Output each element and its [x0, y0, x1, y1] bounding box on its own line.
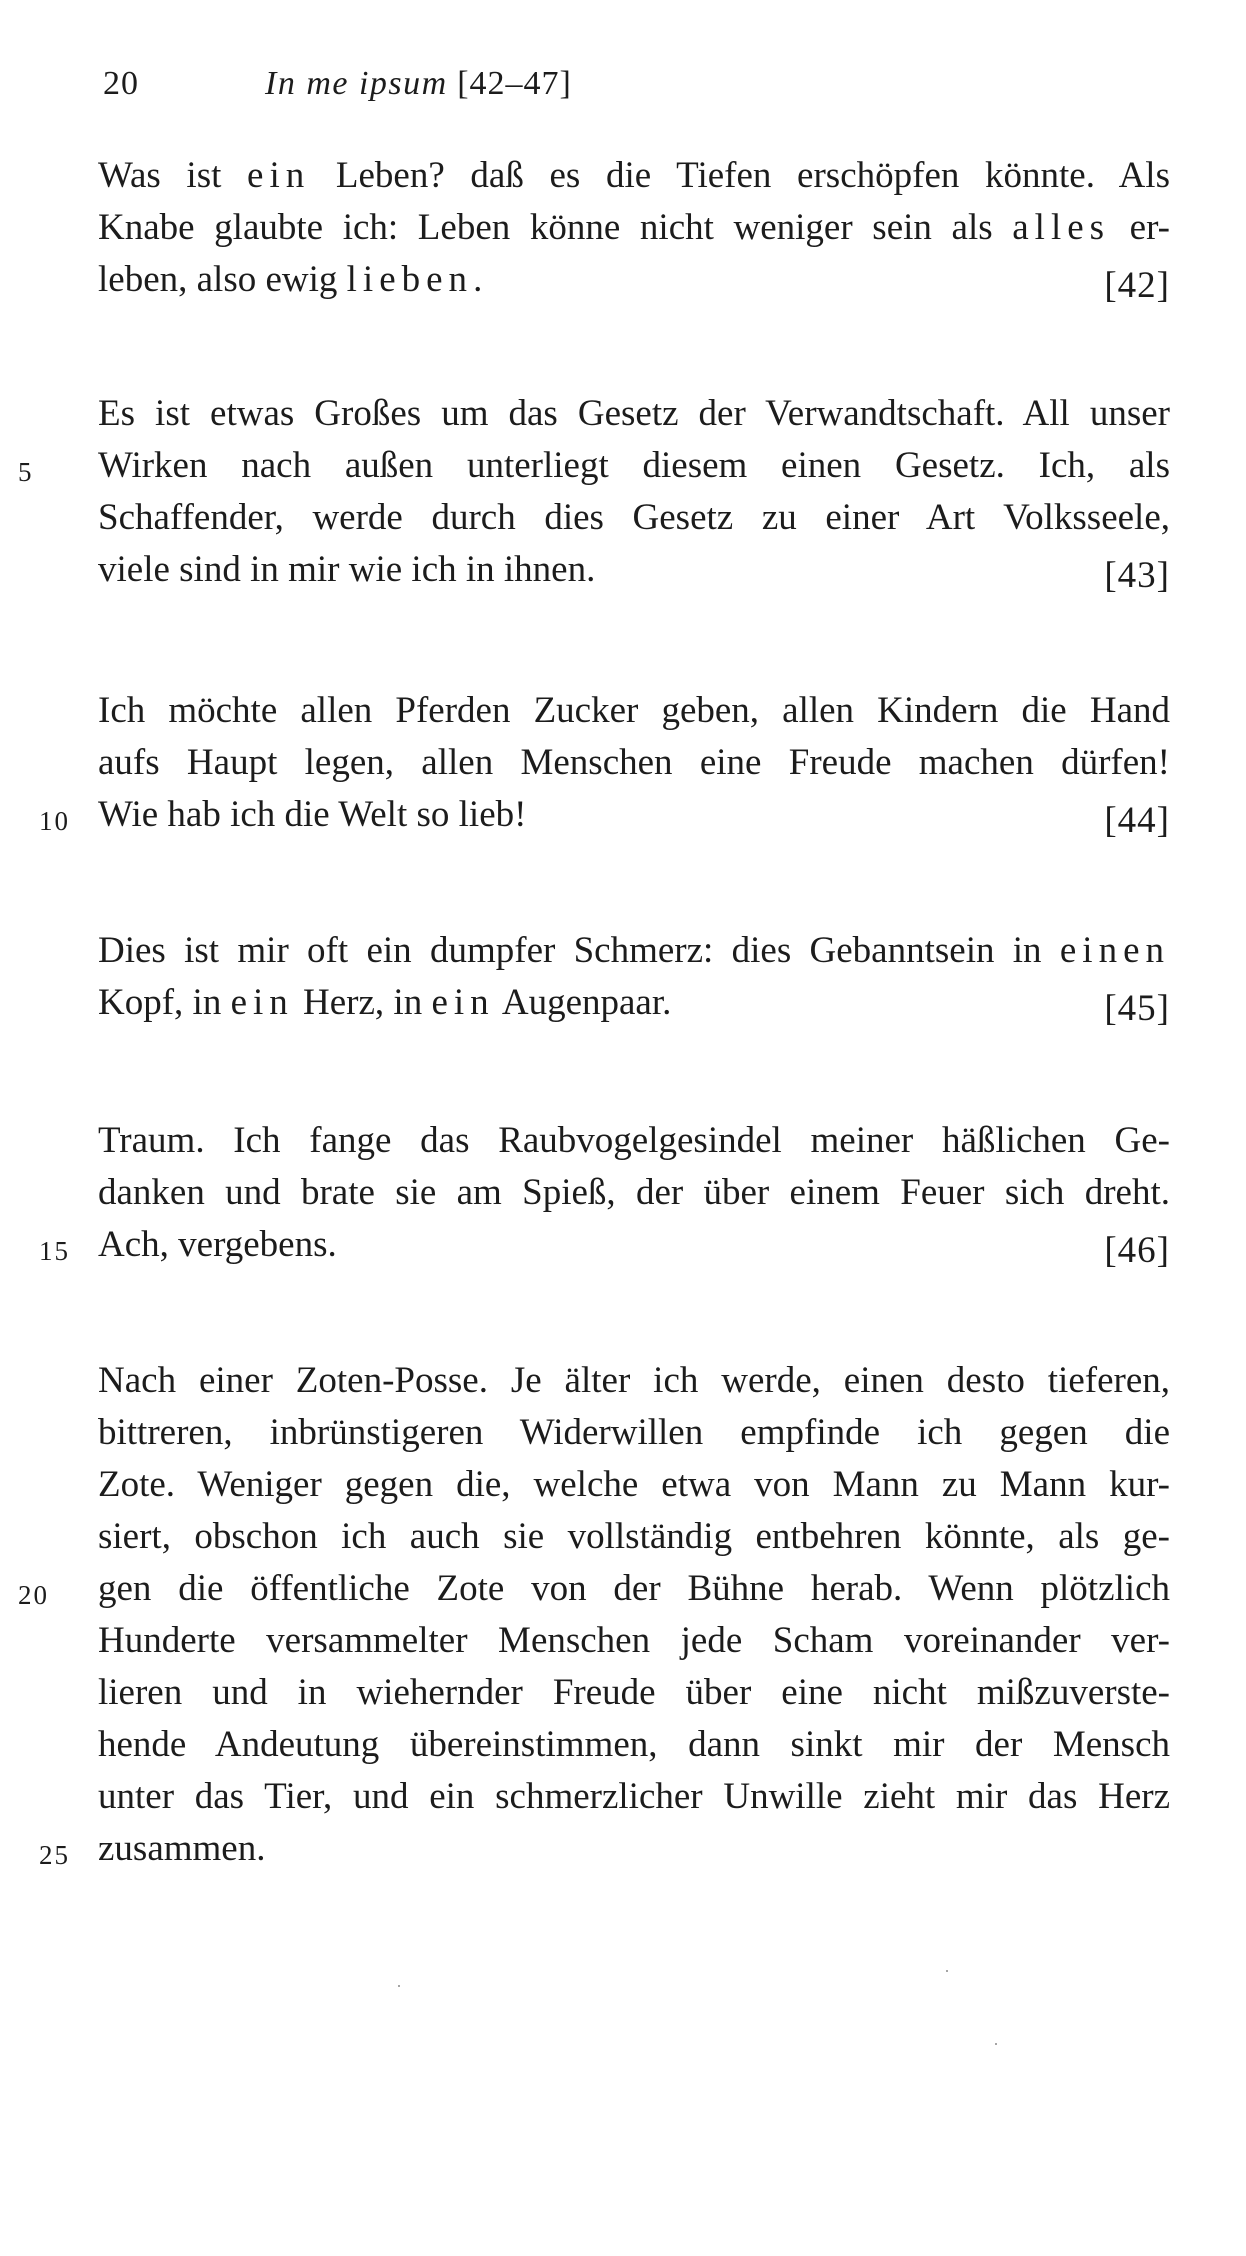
running-head — [103, 62, 572, 106]
aphorism-43 — [18, 388, 1170, 596]
text-line: Zote. Weniger gegen die, welche etwa von Mann zu Mann kur- — [98, 1464, 1170, 1505]
line-number: 5 — [18, 457, 34, 487]
text-line: unter das Tier, und ein schmerzlicher Unwille zieht mir das Herz — [98, 1776, 1170, 1817]
scan-speck — [995, 2043, 997, 2045]
running-title: In me ipsum — [265, 65, 448, 102]
text-line: Knabe glaubte ich: Leben könne nicht weniger sein als alles er- — [98, 207, 1171, 248]
scan-speck — [398, 1985, 400, 1987]
text-line: leben, also ewig lieben. [42] — [98, 254, 1170, 306]
aphorism-number: [42] — [1104, 265, 1170, 306]
text-line: 15 Ach, vergebens. [46] — [98, 1219, 1170, 1271]
text-line: Nach einer Zoten-Posse. Je älter ich werde, einen desto tieferen, — [98, 1360, 1170, 1401]
aphorism-range: [42–47] — [457, 65, 572, 102]
aphorism-number: [43] — [1104, 555, 1170, 596]
line-number: 20 — [18, 1580, 49, 1610]
aphorism-42 — [98, 150, 1170, 306]
text-line: 5 Wirken nach außen unterliegt diesem einen Gesetz. Ich, als — [98, 440, 1170, 492]
text-line: viele sind in mir wie ich in ihnen. [43] — [98, 544, 1170, 596]
aphorism-number: [46] — [1104, 1230, 1170, 1271]
text-line: hende Andeutung übereinstimmen, dann sinkt mir der Mensch — [98, 1724, 1170, 1765]
text-line: Kopf, in ein Herz, in ein Augenpaar. [45] — [98, 977, 1170, 1029]
page-number: 20 — [103, 65, 139, 102]
text-line: Traum. Ich fange das Raubvogelgesindel meiner häßlichen Ge- — [98, 1120, 1170, 1161]
text-line: Schaffender, werde durch dies Gesetz zu einer Art Volksseele, — [98, 497, 1170, 538]
aphorism-number: [44] — [1104, 800, 1170, 841]
text-line: Es ist etwas Großes um das Gesetz der Verwandtschaft. All unser — [98, 393, 1170, 434]
text-line: bittreren, inbrünstigeren Widerwillen empfinde ich gegen die — [98, 1412, 1170, 1453]
aphorism-47 — [18, 1355, 1170, 1875]
line-number: 10 — [39, 806, 70, 836]
text-line: 10 Wie hab ich die Welt so lieb! [44] — [98, 789, 1170, 841]
text-line: 25 zusammen. — [98, 1823, 1170, 1875]
scan-speck — [946, 1970, 948, 1972]
text-line: 20 gen die öffentliche Zote von der Bühne herab. Wenn plötzlich — [98, 1563, 1170, 1615]
text-line: aufs Haupt legen, allen Menschen eine Freude machen dürfen! — [98, 742, 1170, 783]
text-line: Was ist ein Leben? daß es die Tiefen erschöpfen könnte. Als — [98, 155, 1170, 196]
text-line: Hunderte versammelter Menschen jede Scham voreinander ver- — [98, 1620, 1170, 1661]
text-line: danken und brate sie am Spieß, der über einem Feuer sich dreht. — [98, 1172, 1170, 1213]
line-number: 25 — [39, 1840, 70, 1870]
text-line: Dies ist mir oft ein dumpfer Schmerz: dies Gebanntsein in einen — [98, 930, 1170, 971]
line-number: 15 — [39, 1236, 70, 1266]
text-line: lieren und in wiehernder Freude über eine nicht mißzuverste- — [98, 1672, 1170, 1713]
aphorism-45 — [98, 925, 1170, 1029]
aphorism-44 — [39, 685, 1170, 841]
text-line: siert, obschon ich auch sie vollständig entbehren könnte, als ge- — [98, 1516, 1170, 1557]
text-line: Ich möchte allen Pferden Zucker geben, allen Kindern die Hand — [98, 690, 1170, 731]
aphorism-46 — [39, 1115, 1170, 1271]
aphorism-number: [45] — [1104, 988, 1170, 1029]
